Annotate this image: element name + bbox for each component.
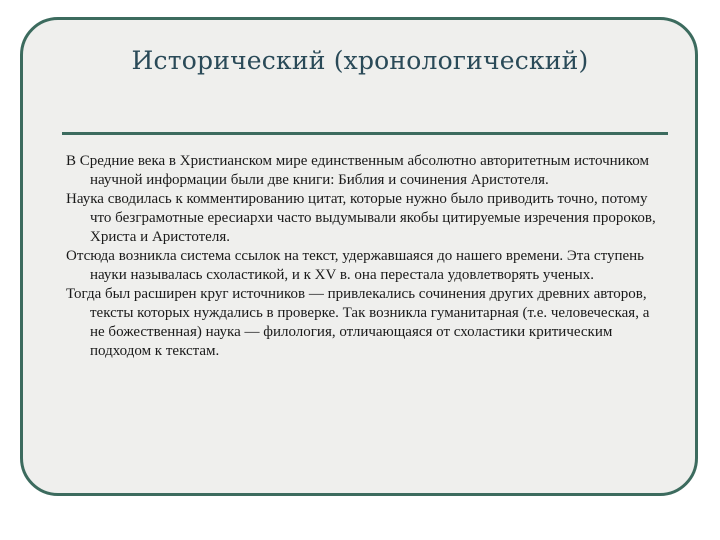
paragraph-1: В Средние века в Христианском мире единственным абсолютно авторитетным источником научной информации были две книги: Библия и сочинения Аристотеля. [66,153,649,188]
paragraph-3: Отсюда возникла система ссылок на текст, удержавшаяся до нашего времени. Эта ступень науки называлась схоластикой, и к XV в. она перестала удовлетворять ученых. [66,248,644,283]
title-divider [62,132,668,135]
slide-body [66,152,666,361]
paragraph-2: Наука сводилась к комментированию цитат, которые нужно было приводить точно, потому что безграмотные ересиархи часто выдумывали якобы цитируемые изречения пророков, Христа и Аристотеля. [66,191,656,245]
slide-title: Исторический (хронологический) [131,46,589,75]
paragraph-4: Тогда был расширен круг источников — привлекались сочинения других древних авторов, тексты которых нуждались в проверке. Так возникла гуманитарная (т.е. человеческая, а не божественная) наука — филология, отличающаяся от схоластики критическим подходом к текстам. [66,286,650,359]
